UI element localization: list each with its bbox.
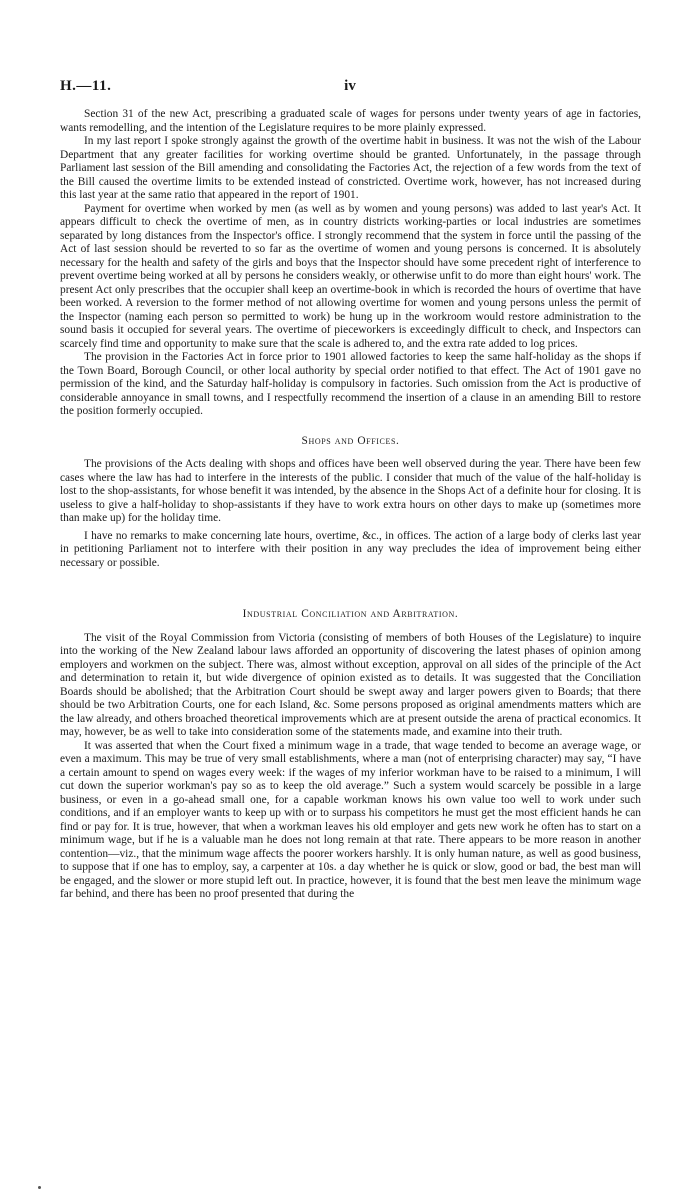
scan-speck (38, 1186, 41, 1189)
paragraph-minimum-wage: It was asserted that when the Court fixed a minimum wage in a trade, that wage tended to become an average wage, or even a maximum. This may be true of very small establishments, where a man (not of enterprising character) may say, “I have a certain amount to spend on wages every week: if the wages of my inferior workman have to be raised to a minimum, I will cut down the superior workman's pay so as to keep the old average.” Such a system would scarcely be possible in a large business, or even in a go-ahead small one, for a capable workman knows his own value too well to work under such conditions, and if an employer wants to keep up with or to surpass his competitors he must get the most efficient hands he can find or pay for. It is true, however, that when a workman leaves his old employer and gets new work he often has to start on a minimum wage, but if he is a valuable man he does not long remain at that rate. There appears to be more reason in another contention—viz., that the minimum wage affects the poorer workers harshly. It is only human nature, as well as good business, to suppose that if one has to employ, say, a carpenter at 10s. a day whether he is quick or slow, good or bad, the best man will be engaged, and the slower or more stupid left out. In practice, however, it is found that the best men leave the minimum wage far behind, and there has been no proof presented that during the (60, 739, 641, 900)
section-heading-conciliation-arbitration: Industrial Conciliation and Arbitration. (242, 608, 459, 620)
paragraph-overtime-habit: In my last report I spoke strongly against the growth of the overtime habit in business. It was not the wish of the Labour Department that any greater facilities for working overtime should be granted. Unfortunately, in the passage through Parliament last session of the Bill amending and consolidating the Factories Act, the rejection of a few words from the text of the Bill caused the overtime limits to be extended instead of constricted. Overtime work, however, has not increased during this last year at the same ratio that appeared in the report of 1901. (60, 135, 641, 201)
paragraph-section-31: Section 31 of the new Act, prescribing a graduated scale of wages for persons under twenty years of age in factories, wants remodelling, and the intention of the Legislature requires to be more plainly expressed. (60, 108, 641, 134)
paragraph-overtime-payment: Payment for overtime when worked by men (as well as by women and young persons) was added to last year's Act. It appears difficult to check the overtime of men, as in country districts working-parties or local industries are sometimes separated by long distances from the Inspector's office. I strongly recommend that the system in force until the passing of the Act of last session should be reverted to so far as the overtime of women and young persons is concerned. It is absolutely necessary for the health and safety of the girls and boys that the Inspector should have some precedent right of interference to prevent overtime being worked at all by persons he considers weakly, or otherwise unfit to do more than eight hours' work. The present Act only prescribes that the occupier shall keep an overtime-book in which is recorded the hours of overtime that have been worked. A reversion to the former method of not allowing overtime for women and young persons unless the permit of the Inspector (naming each person so permitted to work) be hung up in the workroom would restore administration to the sound basis it occupied for several years. The overtime of pieceworkers is exceedingly difficult to check, and Inspectors can scarcely find time and opportunity to make sure that the scale is adhered to, and the extra rate added to log prices. (60, 202, 641, 350)
document-reference: H.—11. (60, 78, 112, 94)
section-heading-shops-offices: Shops and Offices. (301, 434, 400, 447)
page-number: iv (344, 78, 356, 94)
paragraph-shops-acts: The provisions of the Acts dealing with shops and offices have been well observed during the year. There have been few cases where the law has had to interfere in the interests of the public. I consider that much of the value of the half-holiday is lost to the shop-assistants, for whose benefit it was intended, by the absence in the Shops Act of a definite hour for closing. It is useless to give a half-holiday to shop-assistants if they have to work extra hours on other days to make up (sometimes more than make up) for the holiday time. (60, 458, 641, 524)
paragraph-offices: I have no remarks to make concerning late hours, overtime, &c., in offices. The action of a large body of clerks last year in petitioning Parliament not to interfere with their position in any way precludes the idea of improvement being either necessary or possible. (60, 529, 641, 569)
document-body (60, 108, 641, 902)
paragraph-half-holiday: The provision in the Factories Act in force prior to 1901 allowed factories to keep the same half-holiday as the shops if the Town Board, Borough Council, or other local authority by special order notified to that effect. The Act of 1901 gave no permission of the kind, and the Saturday half-holiday is compulsory in factories. Such omission from the Act is productive of considerable annoyance in small towns, and I respectfully recommend the insertion of a clause in an amending Bill to restore the position formerly occupied. (60, 351, 641, 417)
paragraph-royal-commission: The visit of the Royal Commission from Victoria (consisting of members of both Houses of the Legislature) to inquire into the working of the New Zealand labour laws afforded an opportunity of discovering the latest phases of opinion among employers and workmen on the subject. There was, almost without exception, approval on all sides of the principle of the Act and determination to retain it, but wide divergence of opinion existed as to details. It was suggested that the Conciliation Boards should be abolished; that the Arbitration Court should be swept away and larger powers given to Boards; that there should be two Arbitration Courts, one for each Island, &c. Some persons proposed as original amendments matters which are the law already, and others broached theoretical improvements which are at present outside the arena of practical economics. It may, however, be as well to take into consideration some of the statements made, and examine into their truth. (60, 631, 641, 738)
page-header (60, 78, 640, 98)
